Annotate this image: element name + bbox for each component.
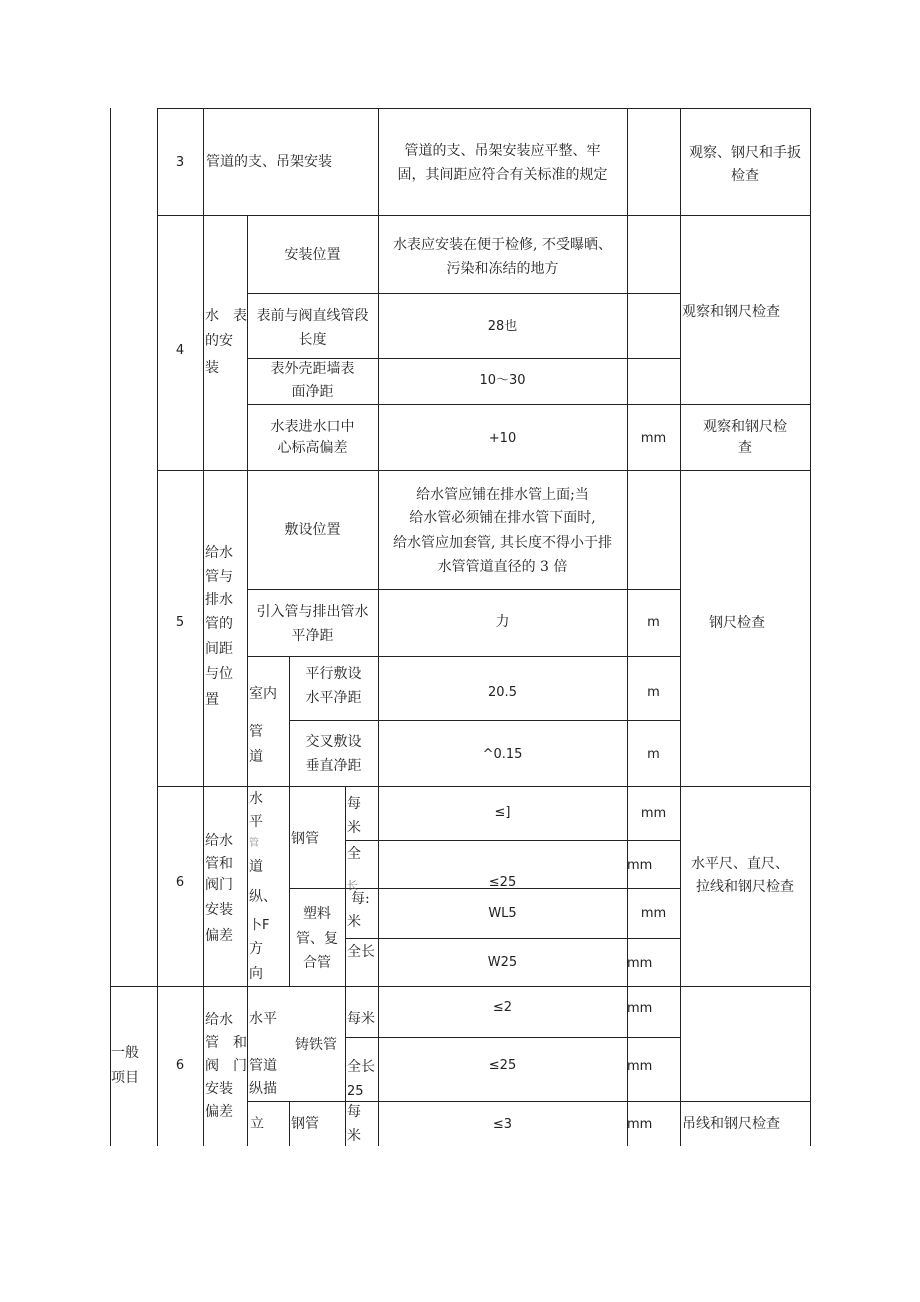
group-label: 管 和 [205,1035,247,1051]
group-label: 管与 [205,569,233,585]
pipe-type: 塑料 [303,906,331,922]
check-method: 钢尺检查 [709,615,765,631]
unit-label: mm [627,858,653,873]
range-label: 25 [347,1084,364,1099]
range-label: 全 [347,846,361,862]
group-label: 阀门 [205,877,233,893]
spec-value: W25 [487,955,518,970]
direction-label: 水 [249,791,263,807]
sub-item-label: 心标高偏差 [277,440,348,456]
group-label: 间距 [205,641,233,657]
subcolumn-line [247,986,248,1146]
direction-label: 纵、 [249,889,277,905]
indoor-label: 室内 [249,686,277,702]
group-label: 偏差 [205,928,233,944]
check-method: 吊线和钢尺检查 [682,1116,780,1132]
range-label: 每 [347,1104,361,1120]
direction-label: 方 [249,941,263,957]
sub-item-label: 表外壳距墙表 [270,361,355,377]
direction-label: 纵描 [249,1081,277,1097]
sub-item-label: 水表进水口中 [270,419,355,435]
spec-value: ^0.15 [482,747,523,762]
column-line-number [203,108,204,1146]
indoor-label: 道 [249,749,263,765]
group-label: 给水 [205,545,233,561]
row-number: 5 [175,615,185,630]
unit-label: m [647,747,660,762]
check-method: 水平尺、直尺、 [691,856,789,872]
row-line [157,786,811,787]
group-label: 安装 [205,902,233,918]
requirement-line: 固，其间距应符合有关标准的规定 [397,167,608,183]
pipe-type: 合管 [303,955,331,971]
row-line-top [157,108,811,109]
group-label: 管的 [205,616,233,632]
row-line [345,840,680,841]
sub-item-label: 平行敷设 [305,666,362,682]
unit-label: mm [627,1059,653,1074]
group-label: 置 [205,692,219,708]
requirement-line: 给水管应加套管, 其长度不得小于排 [393,535,612,551]
range-label: 全长 [347,1059,375,1075]
sub-item-label: 垂直净距 [305,758,362,774]
pipe-type: 钢管 [291,1116,319,1132]
row-number: 6 [175,1058,185,1073]
row-line [345,1037,680,1038]
unit-label: mm [627,1001,653,1016]
requirement-line: 水管管道直径的 3 倍 [437,559,568,575]
pipe-type: 铸铁管 [295,1037,337,1053]
group-label: 偏差 [205,1104,233,1120]
row-line [247,656,680,657]
item-name: 管道的支、吊架安装 [206,154,332,170]
group-label: 的安 [205,333,233,349]
unit-label: m [647,685,660,700]
sub-item-label: 面净距 [291,384,334,400]
row-number: 4 [175,343,185,358]
category-label: 一般 [111,1045,139,1061]
requirement-line: 污染和冻结的地方 [446,261,559,277]
direction-label: 立 [250,1116,264,1132]
subcolumn-line [247,215,248,786]
row-line [247,589,680,590]
check-method: 检查 [731,168,759,184]
check-method: 查 [738,440,752,456]
row-line [247,404,811,405]
row-number: 6 [175,875,185,890]
row-line [247,1101,811,1102]
direction-label: 卜F [249,918,270,933]
requirement-line: 管道的支、吊架安装应平整、牢 [404,143,601,159]
unit-label: m [647,615,660,630]
sub-item-label: 敷设位置 [284,522,341,538]
row-line [110,986,811,987]
group-label: 水 表 [205,308,247,324]
check-method: 观察和钢尺检 [703,419,787,435]
check-method: 观察、钢尺和手扳 [689,145,801,161]
spec-value: ≤2 [492,1000,513,1015]
spec-value: ≤25 [488,1058,517,1073]
group-label: 给水 [205,833,233,849]
unit-label: mm [627,1117,653,1132]
requirement-line: 水表应安装在便于检修, 不受曝晒、 [393,237,612,253]
check-method: 拉线和钢尺检查 [696,879,794,895]
sub-item-label: 平净距 [291,628,334,644]
unit-label: mm [640,431,667,446]
row-line [345,938,680,939]
range-label: 每: [351,891,370,907]
subcolumn-line [345,786,346,986]
row-line [289,720,680,721]
unit-label: mm [640,806,667,821]
row-line [157,215,811,216]
range-label: 每 [347,796,361,812]
sub-item-label: 表前与阀直线管段 [256,308,369,324]
subcolumn-line [247,786,248,986]
spec-value: 10～30 [479,373,526,388]
spec-value: ≤3 [492,1117,513,1132]
direction-label: 向 [249,966,263,982]
sub-item-label: 交叉敷设 [305,734,362,750]
sub-item-label: 引入管与排出管水 [256,604,369,620]
spec-value: WL5 [488,906,517,921]
spec-value: ≤] [494,805,511,820]
indoor-label: 管 [249,724,263,740]
direction-label: 平 [249,814,263,830]
requirement-line: 给水管应铺在排水管上面;当 [416,487,589,503]
group-label: 与位 [205,666,233,682]
direction-label: 水平 [249,1011,277,1027]
spec-value: ≤25 [488,875,517,890]
range-label: 每米 [347,1011,375,1027]
range-label: 米 [347,1128,361,1144]
table-border-left [110,108,111,1146]
subcolumn-line [289,1101,290,1146]
column-line-method [680,108,681,1146]
range-label: 长 [347,879,358,892]
direction-label: 道 [249,859,263,875]
sub-item-label: 水平净距 [305,690,362,706]
sub-item-label: 安装位置 [284,247,341,263]
check-method: 观察和钢尺检查 [682,304,780,320]
requirement-line: 给水管必须铺在排水管下面时, [409,510,596,526]
spec-value: +10 [488,431,517,446]
group-label: 给水 [205,1012,233,1028]
row-line [157,470,811,471]
unit-label: mm [627,956,653,971]
range-label: 米 [347,820,361,836]
subcolumn-line [345,986,346,1146]
sub-item-label: 长度 [298,332,327,348]
group-label: 安装 [205,1081,233,1097]
row-number: 3 [175,155,185,170]
category-label: 项目 [111,1070,139,1086]
spec-value: 20.5 [488,685,517,700]
pipe-type: 管、复 [296,931,338,947]
group-label: 排水 [205,592,233,608]
row-line [247,293,680,294]
unit-label: mm [640,906,667,921]
spec-value: 28也 [487,319,518,334]
table-border-right [810,108,811,1146]
group-label: 装 [205,360,219,376]
direction-label: 管 [249,838,259,849]
pipe-type: 钢管 [291,831,319,847]
range-label: 全长 [347,944,375,960]
group-label: 阀 门 [205,1058,247,1074]
group-label: 管和 [205,856,233,872]
direction-label: 管道 [249,1058,277,1074]
spec-value: 力 [495,614,510,630]
range-label: 米 [347,914,361,930]
